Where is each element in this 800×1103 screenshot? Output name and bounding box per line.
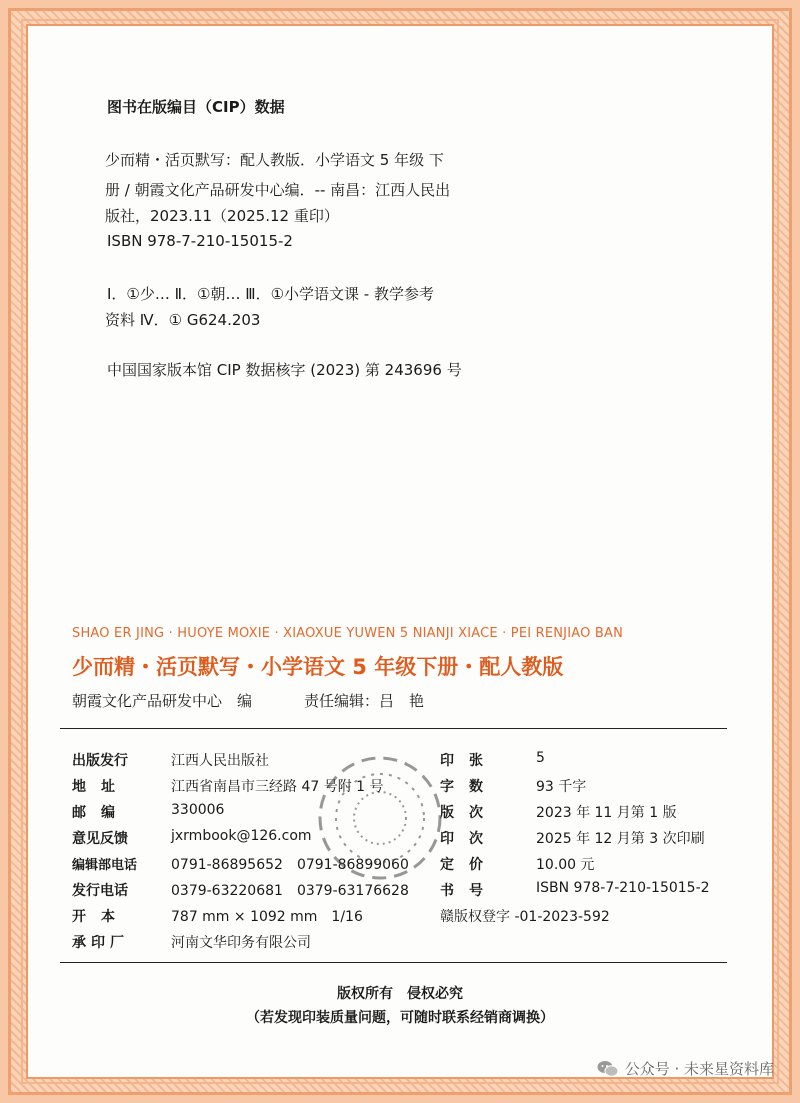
value-edition: 2023 年 11 月第 1 版 <box>536 805 677 821</box>
credits-line <box>72 690 424 711</box>
value-price: 10.00 元 <box>536 857 595 873</box>
value-postcode: 330006 <box>171 802 225 818</box>
editor-credit: 责任编辑：吕 艳 <box>304 692 425 710</box>
value-publisher: 江西人民出版社 <box>171 753 269 769</box>
cip-isbn: ISBN 978-7-210-15015-2 <box>107 232 293 250</box>
cip-line-1: 少而精・活页默写：配人教版．小学语文 5 年级 下 <box>105 151 444 169</box>
label-word-count: 字数 <box>440 779 498 795</box>
divider-bottom <box>60 962 727 963</box>
label-feedback: 意见反馈 <box>72 831 128 847</box>
cip-approval-number: 中国国家版本馆 CIP 数据核字 (2023) 第 243696 号 <box>107 361 462 379</box>
cip-line-2: 册 / 朝霞文化产品研发中心编．-- 南昌：江西人民出 <box>105 181 451 199</box>
book-title-pinyin: SHAO ER JING · HUOYE MOXIE · XIAOXUE YUWEN 5 NIANJI XIACE · PEI RENJIAO BAN <box>72 626 624 641</box>
label-editorial-phone: 编辑部电话 <box>72 858 138 873</box>
label-printing: 印次 <box>440 831 498 847</box>
value-printer: 河南文华印务有限公司 <box>171 935 311 951</box>
label-format: 开本 <box>72 909 130 925</box>
wechat-account-name: 公众号 · 未来星资料库 <box>624 1060 774 1078</box>
label-publisher: 出版发行 <box>72 753 128 769</box>
value-format: 787 mm × 1092 mm 1/16 <box>171 909 363 925</box>
copyright-registration: 赣版权登字 -01-2023-592 <box>440 909 610 925</box>
wechat-icon <box>597 1060 619 1078</box>
label-sheets: 印张 <box>440 753 498 769</box>
cip-title: 图书在版编目（CIP）数据 <box>107 98 285 116</box>
cip-classification-1: Ⅰ．①少… Ⅱ．①朝… Ⅲ．①小学语文课 - 教学参考 <box>107 285 434 303</box>
book-title: 少而精・活页默写・小学语文 5 年级下册・配人教版 <box>72 655 564 679</box>
label-distribution-phone: 发行电话 <box>72 883 128 899</box>
wechat-account-watermark <box>597 1058 774 1079</box>
value-sheets: 5 <box>536 750 545 766</box>
value-editorial-phone: 0791-86895652 0791-86899060 <box>171 857 409 873</box>
stamp-watermark <box>300 738 460 898</box>
quality-notice: （若发现印装质量问题，可随时联系经销商调换） <box>246 1010 554 1026</box>
divider-top <box>60 728 727 729</box>
cip-line-3: 版社，2023.11（2025.12 重印） <box>105 207 339 225</box>
cip-classification-2: 资料 Ⅳ．① G624.203 <box>105 311 261 329</box>
label-printer: 承印厂 <box>72 935 129 951</box>
label-edition: 版次 <box>440 805 498 821</box>
label-postcode: 邮编 <box>72 805 130 821</box>
value-book-number: ISBN 978-7-210-15015-2 <box>536 880 710 896</box>
value-feedback-email: jxrmbook@126.com <box>171 828 312 844</box>
value-printing: 2025 年 12 月第 3 次印刷 <box>536 831 705 847</box>
author-credit: 朝霞文化产品研发中心 编 <box>72 692 253 710</box>
value-word-count: 93 千字 <box>536 779 587 795</box>
label-address: 地址 <box>72 779 130 795</box>
label-book-number: 书号 <box>440 883 498 899</box>
value-address: 江西省南昌市三经路 47 号附 1 号 <box>171 779 384 795</box>
label-price: 定价 <box>440 857 498 873</box>
value-distribution-phone: 0379-63220681 0379-63176628 <box>171 883 409 899</box>
rights-reserved: 版权所有 侵权必究 <box>337 986 463 1002</box>
